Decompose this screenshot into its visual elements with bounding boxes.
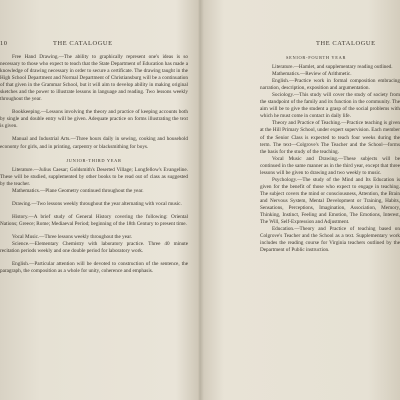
left-page xyxy=(0,0,196,400)
page-number: 10 xyxy=(0,40,8,47)
paragraph: Bookkeeping.—Lessons involving the theory and practice of keeping accounts both by single and double entry will be given. Adequate practice on forms illustrating the text is given. xyxy=(0,109,188,130)
paragraph: Psychology.—The study of the Mind and Its Education is given for the benefit of those who expect to engage in teaching. The subject covers the mind or consciousness, Attention, the Brain and Nervous System, Mental Development or Training, Habits, Sensations, Perceptions, Imagination, Association, Memory, Thinking, Instinct, Feeling and Emotion, The Emotions, Interest, The Will, Self-Expression and Adjustment. xyxy=(260,176,400,226)
paragraph: Vocal Music.—Three lessons weekly throughout the year. xyxy=(12,233,133,240)
header-title: THE CATALOGUE xyxy=(53,40,113,47)
paragraph: Literature.—Julius Caesar; Goldsmith's Deserted Village; Longfellow's Evangeline. These will be studied, supplemented by other books to be read out of class as suggested by the teacher. xyxy=(0,166,188,187)
paragraph: History.—A brief study of General History covering the following: Oriental Nations; Greece; Rome; Mediaeval Period; beginning of the 18th Century to present time. xyxy=(0,213,188,227)
right-body xyxy=(260,54,400,254)
paragraph: Literature.—Hamlet, and supplementary reading outlined. xyxy=(272,64,393,71)
section-heading: JUNIOR-THIRD YEAR xyxy=(66,157,122,163)
paragraph: Theory and Practice of Teaching.—Practice teaching is given at the Hill Primary School, under expert supervision. Each member of the Senior Class is expected to teach four weeks during the term. The text—Colgrove's The Teacher and the School—forms the basis for the study of the teaching. xyxy=(260,120,400,155)
header-title: THE CATALOGUE xyxy=(316,40,376,47)
paragraph: Drawing.—Two lessons weekly throughout the year alternating with vocal music. xyxy=(12,200,182,207)
paragraph: Mathematics.—Plane Geometry continued throughout the year. xyxy=(12,187,144,194)
paragraph: Sociology.—This study will cover the study of society from the standpoint of the family and its function in the community. The aim will be to give the student a grasp of the social problems with which he must come in contact in daily life. xyxy=(260,92,400,120)
paragraph: English.—Particular attention will be devoted to construction of the sentence, the paragraph, the composition as a whole for unity, coherence and emphasis. xyxy=(0,261,188,275)
paragraph: Education.—Theory and Practice of teaching based on Colgrove's Teacher and the School as a text. Supplementary work includes the reading course for Virginia teachers outlined by the Department of Public instruction. xyxy=(260,226,400,254)
right-page xyxy=(204,0,400,400)
paragraph: Mathematics.—Review of Arithmetic. xyxy=(272,71,352,78)
left-body xyxy=(0,54,188,275)
paragraph: Free Hand Drawing.—The ability to graphically represent one's ideas is so necessary to those who expect to teach that the State Department of Education has made a knowledge of drawing necessary in order to secure a certificate. The drawing taught in the High School Department and Normal Department of Christiansburg will be a continuation of that given in the Grammar School, but it will aim to develop ability in making original sketches and the power to illustrate lessons in language and reading. Two lessons weekly throughout the year. xyxy=(0,54,188,103)
paragraph: Vocal Music and Drawing.—These subjects will be continued in the same manner as in the third year, except that three lessons will be given to drawing and two weekly to music. xyxy=(260,155,400,176)
paragraph: Science.—Elementary Chemistry with laboratory practice. Three 40 minute recitation periods weekly and one double period for laboratory work. xyxy=(0,240,188,255)
paragraph: English.—Practice work in formal composition embracing narration, description, exposition and argumentation. xyxy=(260,78,400,92)
section-heading: SENIOR-FOURTH YEAR xyxy=(286,55,347,60)
running-header-right xyxy=(316,40,376,47)
paragraph: Manual and Industrial Arts.—Three hours daily in sewing, cooking and household economy for girls, and in printing, carpentry or blacksmithing for boys. xyxy=(0,136,188,150)
